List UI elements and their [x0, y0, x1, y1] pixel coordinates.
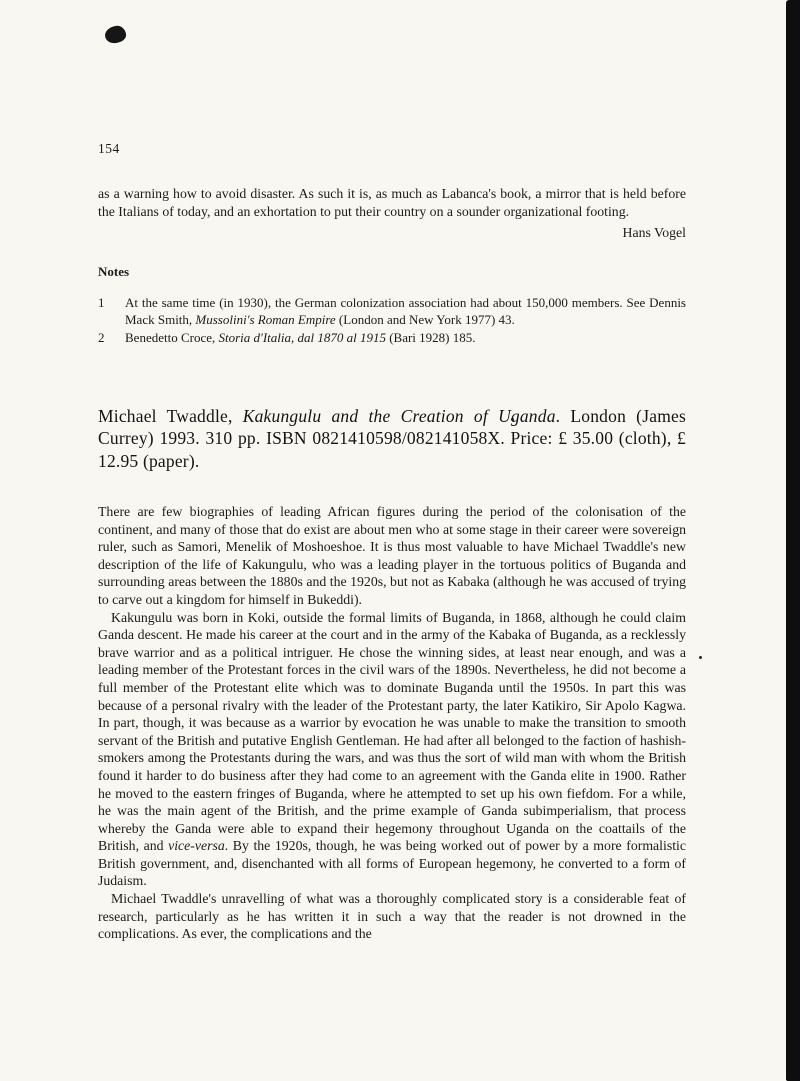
- notes-heading: Notes: [98, 264, 130, 279]
- review-body: [98, 503, 686, 943]
- note-number: 1: [98, 295, 105, 310]
- note-text: At the same time (in 1930), the German colonization association had about 150,000 members. See Dennis Mack Smith, Mussolini's Roman Empire (London and New York 1977) 43.: [125, 295, 686, 327]
- note-item-1: [98, 295, 686, 328]
- note-item-2: [98, 330, 686, 347]
- note-number: 2: [98, 330, 105, 345]
- note-text: Benedetto Croce, Storia d'Italia, dal 1870 al 1915 (Bari 1928) 185.: [125, 330, 476, 345]
- scan-speck: [699, 656, 702, 659]
- previous-review-closing-paragraph: as a warning how to avoid disaster. As such it is, as much as Labanca's book, a mirror that is held before the Italians of today, and an exhortation to put their country on a sounder organizational footing.: [98, 186, 686, 219]
- page-number: 154: [98, 141, 120, 156]
- scan-edge-bar: [786, 0, 800, 1081]
- review-paragraph-1: There are few biographies of leading African figures during the period of the colonisation of the continent, and many of those that do exist are about men who at some stage in their career were sovereign ruler, such as Samori, Menelik of Moshoeshoe. It is thus most valuable to have Michael Twaddle's new description of the life of Kakungulu, who was a leading player in the tortuous politics of Buganda and surrounding areas between the 1880s and the 1920s, but not as Kabaka (although he was accused of trying to carve out a kingdom for himself in Bukeddi).: [98, 504, 686, 607]
- page-content: [98, 0, 686, 943]
- review-paragraph-2: Kakungulu was born in Koki, outside the formal limits of Buganda, in 1868, although he could claim Ganda descent. He made his career at the court and in the army of the Kabaka of Buganda, as a recklessly brave warrior and as a political intriguer. He chose the winning sides, at least near enough, and was a leading member of the Protestant forces in the civil wars of the 1890s. Nevertheless, he did not become a full member of the Protestant elite which was to dominate Buganda until the 1950s. In part this was because of a personal rivalry with the leader of the Protestant party, the later Katikiro, Sir Apolo Kagwa. In part, though, it was because as a warrior by evocation he was unable to make the transition to smooth servant of the British and putative English Gentleman. He had after all belonged to the faction of hashish-smokers among the Protestants during the wars, and was thus the sort of wild man with whom the British found it harder to do business after they had come to an agreement with the Ganda elite in 1900. Rather he moved to the eastern fringes of Buganda, where he attempted to set up his own fiefdom. For a while, he was the main agent of the British, and the prime example of Ganda subimperialism, that process whereby the Ganda were able to expand their hegemony throughout Uganda on the coattails of the British, and vice-versa. By the 1920s, though, he was being worked out of power by a more formalistic British government, and, disenchanted with all forms of European hegemony, he converted to a form of Judaism.: [98, 609, 686, 889]
- review-author-signature: Hans Vogel: [622, 225, 686, 240]
- review-citation-heading: Michael Twaddle, Kakungulu and the Creation of Uganda. London (James Currey) 1993. 310 pp. ISBN 0821410598/082141058X. Price: £ 35.00 (cloth), £ 12.95 (paper).: [98, 405, 686, 471]
- notes-list: [98, 295, 686, 347]
- review-paragraph-3: Michael Twaddle's unravelling of what was a thoroughly complicated story is a considerable feat of research, particularly as he has written it in such a way that the reader is not drowned in the complications. As ever, the complications and the: [98, 891, 686, 942]
